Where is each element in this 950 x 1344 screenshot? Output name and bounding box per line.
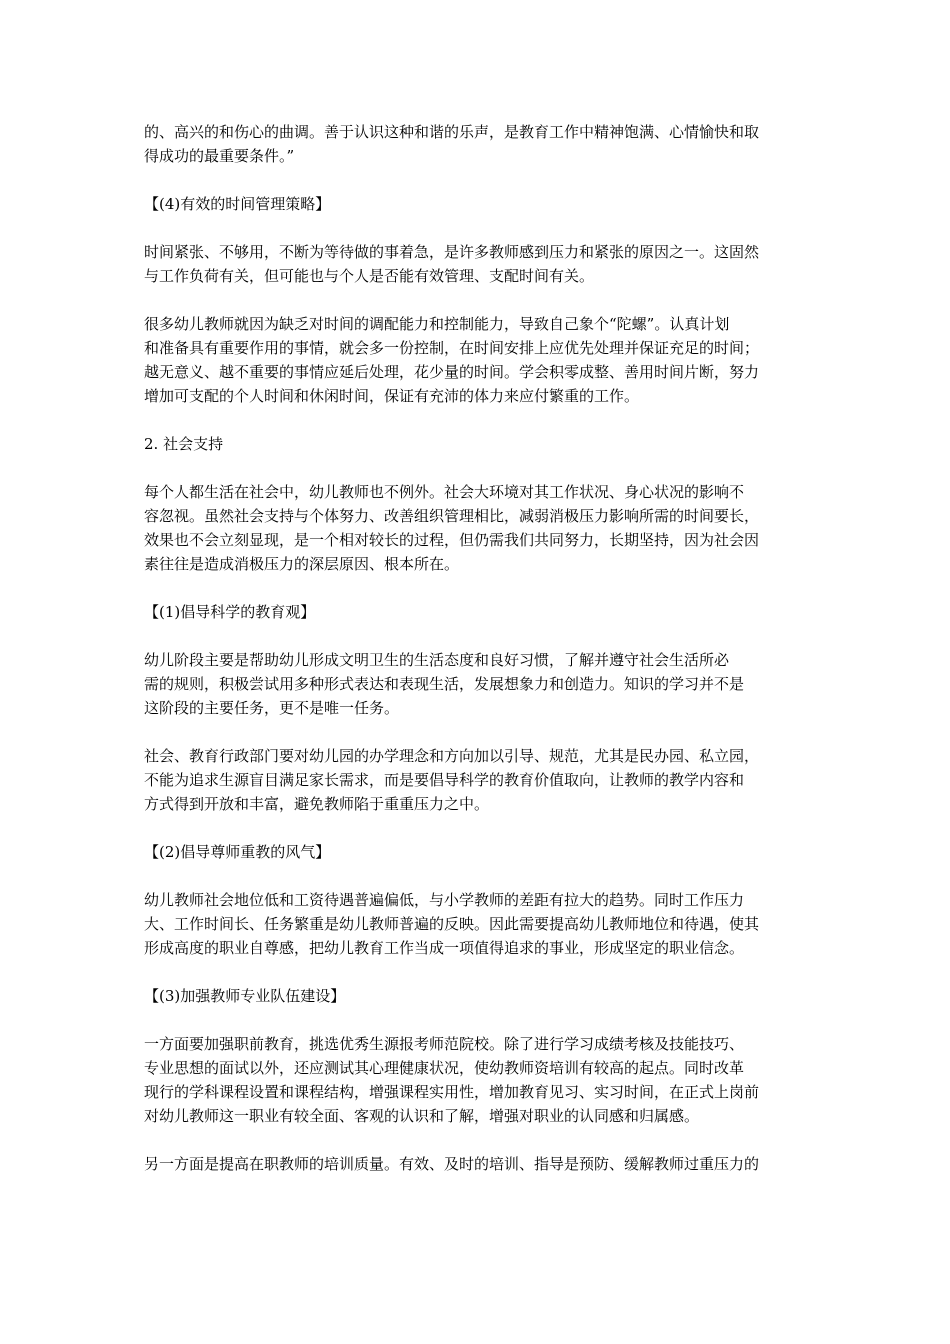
document-page — [144, 120, 808, 1200]
heading-social-support: 2. 社会支持 — [144, 435, 224, 453]
paragraph-early-childhood-goals: 幼儿阶段主要是帮助幼儿形成文明卫生的生活态度和良好习惯，了解并遵守社会生活所必 需的规则，积极尝试用多种形式表达和表现生活，发展想象力和创造力。知识的学习并不是 这阶段的主要任务，更不是唯一任务。 — [144, 651, 745, 717]
paragraph-inservice-training: 另一方面是提高在职教师的培训质量。有效、及时的培训、指导是预防、缓解教师过重压力的 — [144, 1155, 760, 1173]
heading-teacher-team-building: 【(3)加强教师专业队伍建设】 — [144, 987, 346, 1005]
paragraph-administration-guidance: 社会、教育行政部门要对幼儿园的办学理念和方向加以引导、规范，尤其是民办园、私立园， 不能为追求生源盲目满足家长需求，而是要倡导科学的教育价值取向，让教师的教学内容和 方式得到开放和丰富，避免教师陷于重重压力之中。 — [144, 747, 760, 813]
paragraph-teaching-harmony: 的、高兴的和伤心的曲调。善于认识这种和谐的乐声，是教育工作中精神饱满、心情愉快和取 得成功的最重要条件。” — [144, 123, 760, 165]
heading-scientific-education: 【(1)倡导科学的教育观】 — [144, 603, 316, 621]
heading-respect-teachers: 【(2)倡导尊师重教的风气】 — [144, 843, 331, 861]
paragraph-preservice-education: 一方面要加强职前教育，挑选优秀生源报考师范院校。除了进行学习成绩考核及技能技巧、 专业思想的面试以外，还应测试其心理健康状况，使幼教师资培训有较高的起点。同时改革 现行的学科课程设置和课程结构，增强课程实用性，增加教育见习、实习时间，在正式上岗前 对幼儿教师这一职业有较全面、客观的认识和了解，增强对职业的认同感和归属感。 — [144, 1035, 760, 1125]
paragraph-time-control: 很多幼儿教师就因为缺乏对时间的调配能力和控制能力，导致自己象个“陀螺”。认真计划 和准备具有重要作用的事情，就会多一份控制，在时间安排上应优先处理并保证充足的时间； 越无意义、越不重要的事情应延后处理，花少量的时间。学会积零成整、善用时间片断，努力 增加可支配的个人时间和休闲时间，保证有充沛的体力来应付繁重的工作。 — [144, 315, 760, 405]
paragraph-time-pressure: 时间紧张、不够用，不断为等待做的事着急，是许多教师感到压力和紧张的原因之一。这固然 与工作负荷有关，但可能也与个人是否能有效管理、支配时间有关。 — [144, 243, 760, 285]
heading-time-management: 【(4)有效的时间管理策略】 — [144, 195, 331, 213]
paragraph-teacher-status: 幼儿教师社会地位低和工资待遇普遍偏低，与小学教师的差距有拉大的趋势。同时工作压力 大、工作时间长、任务繁重是幼儿教师普遍的反映。因此需要提高幼儿教师地位和待遇，使其 形成高度的职业自尊感，把幼儿教育工作当成一项值得追求的事业，形成坚定的职业信念。 — [144, 891, 760, 957]
paragraph-social-environment: 每个人都生活在社会中，幼儿教师也不例外。社会大环境对其工作状况、身心状况的影响不 容忽视。虽然社会支持与个体努力、改善组织管理相比，减弱消极压力影响所需的时间要长， 效果也不会立刻显现，是一个相对较长的过程，但仍需我们共同努力，长期坚持，因为社会因 素往往是造成消极压力的深层原因、根本所在。 — [144, 483, 760, 573]
